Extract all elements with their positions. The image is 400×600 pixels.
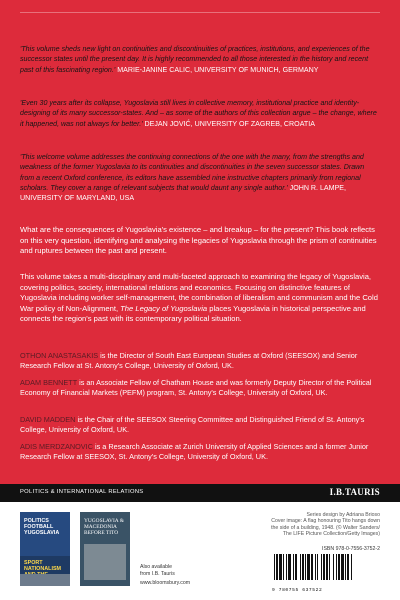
related-book-title: YUGOSLAVIA & MACEDONIA BEFORE TITO xyxy=(84,518,124,537)
blurb-lampe xyxy=(20,152,380,203)
related-book-cover-2 xyxy=(80,512,130,586)
author-name: ADAM BENNETT xyxy=(20,378,78,387)
blurb-quote: 'This volume sheds new light on continuities and discontinuities of practices, institutions, and experiences of the successor states until the present day. It is highly recommended to all those interested in the history and recent past of this fascinating region.' xyxy=(20,45,370,74)
book-title-italic: The Legacy of Yugoslavia xyxy=(120,303,208,313)
bio-anastasakis: OTHON ANASTASAKIS is the Director of South East European Studies at Oxford (SEESOX) and Senior Research Fellow at St. Antony's College, University of Oxford, UK. xyxy=(20,351,358,371)
author-name: DAVID MADDEN xyxy=(20,415,76,424)
subject-band xyxy=(0,484,400,502)
blurb-quote: 'Even 30 years after its collapse, Yugoslavia still lives in collective memory, institutional practice and identity-designing of its many successor-states. And – as some of the authors of this collection argue – the change, where it happened, was not always for better.' xyxy=(20,99,377,128)
blurb-attribution: DEJAN JOVIĆ, UNIVERSITY OF ZAGREB, CROATIA xyxy=(144,119,315,128)
blurb-jovic xyxy=(20,98,380,129)
related-book-subtitle: SPORT NATIONALISM xyxy=(24,560,62,572)
also-available-text: Also available from I.B. Tauris www.bloomsbury.com xyxy=(140,564,191,586)
description-paragraph-2: This volume takes a multi-disciplinary and multi-faceted approach to examining the legacy of Yugoslavia, covering politics, society, international relations and economics. Focusing on distinctive features of Yugoslavia including worker self-management, the combination of liberalism and communism and the Cold War policy of Non-Alignment, The Legacy of Yugoslavia places Yugoslavia in historical perspective and connects the region's past with its contemporary political situation. xyxy=(20,272,378,324)
bio-madden: DAVID MADDEN is the Chair of the SEESOX Steering Committee and Distinguished Friend of St. Antony's College, University of Oxford, UK. xyxy=(20,415,365,435)
cover-photo-image xyxy=(20,574,70,586)
barcode-bars xyxy=(272,554,380,580)
website-link[interactable]: www.bloomsbury.com xyxy=(140,580,191,586)
blurb-attribution: JOHN R. LAMPE, UNIVERSITY OF MARYLAND, USA xyxy=(20,183,347,203)
bio-merdzanovic: ADIS MERDZANOVIC is a Research Associate at Zurich University of Applied Sciences and a former Junior Research Fellow at SEESOX, St. Antony's College, University of Oxford, UK. xyxy=(20,442,369,462)
description-paragraph-1: What are the consequences of Yugoslavia's existence – and breakup – for the present? This book reflects on this very question, identifying and analysing the legacies of Yugoslavia through the prism of continuities and ruptures between the past and present. xyxy=(20,225,377,256)
related-book-cover-1 xyxy=(20,512,70,586)
related-book-title: POLITICS FOOTBALL YUGOSLAVIA xyxy=(24,518,60,536)
blurb-calic xyxy=(20,44,380,75)
design-credits: Series design by Adriana Brioso Cover image: A flag honouring Tito hangs down the side of a building, 1948. (© Walter Sanders/ The LIFE Picture Collection/Getty Images) xyxy=(271,512,380,538)
author-name: ADIS MERDZANOVIC xyxy=(20,442,93,451)
top-divider xyxy=(20,12,380,13)
barcode xyxy=(272,554,380,593)
author-name: OTHON ANASTASAKIS xyxy=(20,351,99,360)
blurb-attribution: MARIE-JANINE CALIC, UNIVERSITY OF MUNICH, GERMANY xyxy=(117,65,319,74)
cover-photo-image xyxy=(84,544,126,580)
blurb-quote: 'This welcome volume addresses the continuing connections of the one with the many, from the strengths and weakness of the former Yugoslavia to its continuities and discontinuities in the seven successor states. Drawn from a recent Oxford conference, its editors have assembled nine instructive chapters primarily from regional scholars. They cover a range of relevant subjects that would daunt any single author.' xyxy=(20,153,365,192)
subject-category: POLITICS & INTERNATIONAL RELATIONS xyxy=(20,489,144,495)
publisher-logo: I.B.TAURIS xyxy=(329,487,380,497)
isbn: ISBN 978-0-7556-3752-2 xyxy=(322,546,380,552)
bio-bennett: ADAM BENNETT is an Associate Fellow of Chatham House and was formerly Deputy Director of the Political Economy of Financial Markets (PEFM) program, St. Antony's College, University of Oxford, UK. xyxy=(20,378,372,398)
barcode-digits: 9 780755 637522 xyxy=(272,588,323,593)
bottom-panel xyxy=(0,502,400,600)
